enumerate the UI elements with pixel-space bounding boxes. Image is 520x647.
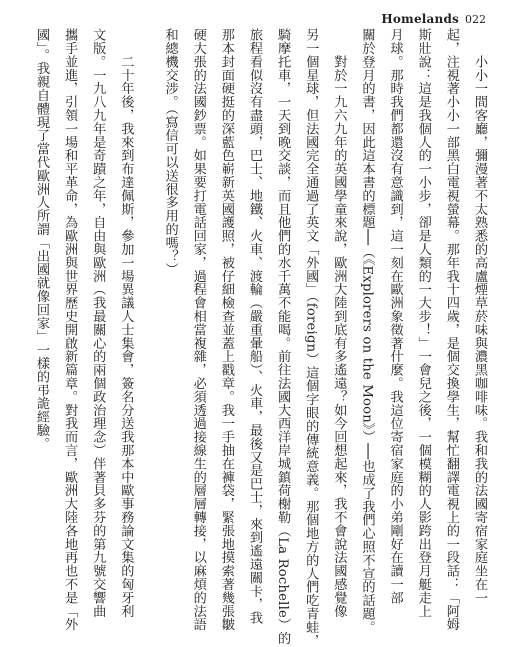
text-column: 起，注視著小小一部黑白電視螢幕。那年我十四歲，是個交換學生，幫忙翻譯電視上的一段話：「阿姆 [443,28,459,631]
text-column: 斯壯說：這是我個人的一小步，卻是人類的一大步！」一會兒之後，一個模糊的人影跨出登月艇走上 [415,28,431,618]
text-column: 那本封面硬挺的深藍色嶄新英國護照，被仔細檢查並蓋上戳章。我一手抽在褲袋，緊張地摸索著幾張皺 [218,28,234,631]
paragraph-gap [145,28,151,474]
page-number: 022 [465,13,486,26]
vertical-text-block [32,28,488,647]
text-column: 硬大張的法國鈔票。如果要打電話回家，過程會相當複雜，必須透過接線生的層層轉接，以麻煩的法語 [190,28,206,631]
text-column: 另一個星球，但法國完全通過了英文「外國」（foreign）這個字眼的傳統意義。那個地方的人們吃青蛙， [303,28,319,647]
text-column: 月球。那時我們都還沒有意識到，這一刻在歐洲象徵著什麼。我這位寄宿家庭的小弟剛好在讀一部 [387,28,403,605]
text-column: 旅程看似沒有盡頭，巴士、地鐵、火車、渡輪（嚴重暈船）、火車，最後又是巴士，來到遙遠關卡，我 [247,28,262,625]
header-title: Homelands [381,12,459,26]
text-column: 關於登月的書，因此這本書的標題──（《Explorers on the Moon》）──也成了我們心照不宣的話題。 [359,28,375,634]
text-column: 和總機交涉。（寫信可以送很多用的嗎？） [162,28,178,276]
text-column: 國」。我親自體現了當代歐洲人所謂「出國就像回家」一樣的弔詭經驗。 [34,28,49,451]
text-column: 對於一九六九年的英國學童來說，歐洲大陸到底有多遙遠？如今回想起來，我不會說法國感覺像 [331,28,347,618]
text-column: 攜手並進，引領一場和平革命，為歐洲與世界歷史開啟新篇章。對我而言，歐洲大陸各地再也不是「外 [62,28,78,631]
running-header [381,12,486,26]
text-column: 小小一間客廳，彌漫著不太熟悉的高盧煙草菸味與濃黑咖啡味。我和我的法國寄宿家庭坐在一 [472,28,487,605]
text-column: 二十年後，我來到布達佩斯，參加一場異議人士集會，簽名分送我那本中歐事務論文集的匈牙利 [118,28,134,618]
text-column: 騎摩托車，一天到晚交談，而且他們的水千萬不能喝。前往法國大西洋岸城鎮荷榭勒（La Rochelle）的 [275,28,291,645]
text-column: 文版。一九八九年是奇蹟之年，自由與歐洲（我最關心的兩個政治理念）伴著貝多芬的第九號交響曲 [90,28,106,618]
